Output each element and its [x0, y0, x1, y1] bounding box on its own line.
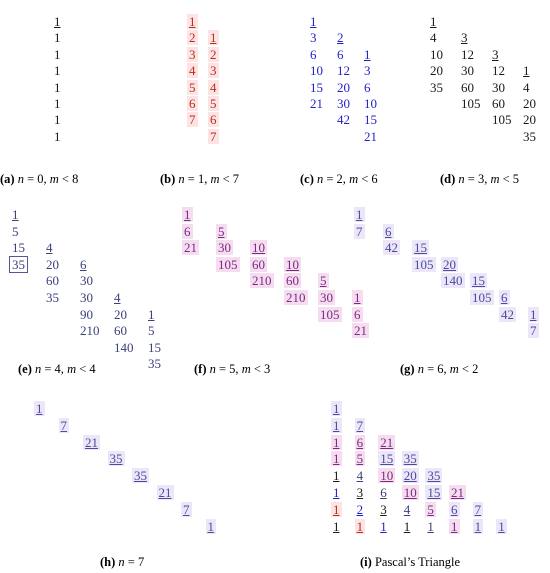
caption-rel: < 6	[358, 172, 378, 186]
panel-a-cell: 1	[54, 30, 61, 46]
caption-m: m	[349, 172, 359, 186]
panel-d-cell: 35	[430, 79, 443, 95]
panel-b-cell: 3	[210, 63, 217, 79]
panel-i-cell: 1	[333, 417, 340, 433]
panel-a-cell: 1	[54, 63, 61, 79]
panel-f-cell: 10	[252, 240, 265, 256]
panel-c-caption	[300, 172, 378, 187]
panel-d-cell: 35	[523, 128, 536, 144]
panel-d-cell: 30	[461, 63, 474, 79]
panel-a-caption	[0, 172, 78, 187]
panel-i-cell: 1	[333, 451, 340, 467]
panel-e-cell: 210	[80, 323, 100, 339]
panel-f-cell: 6	[354, 306, 361, 322]
caption-n: n	[209, 362, 216, 376]
panel-g-cell: 15	[472, 273, 485, 289]
panel-i-cell: 5	[427, 501, 434, 517]
panel-c-cell: 10	[310, 63, 323, 79]
panel-c-cell: 6	[310, 46, 317, 62]
panel-i-cell: 1	[451, 518, 458, 534]
panel-f-cell: 60	[252, 256, 265, 272]
caption-letter: (d)	[440, 172, 456, 186]
panel-i-cell: 4	[403, 501, 411, 517]
panel-c-cell: 21	[364, 128, 377, 144]
panel-d-cell: 12	[492, 63, 505, 79]
caption-eq: Pascal’s Triangle	[374, 555, 461, 569]
panel-i-cell: 1	[356, 518, 364, 534]
caption-letter: (b)	[160, 172, 176, 186]
panel-d-cell: 105	[461, 96, 481, 111]
caption-m: m	[449, 362, 459, 376]
caption-eq: = 0,	[23, 172, 50, 186]
panel-e-cell: 5	[12, 223, 19, 239]
panel-d-cell: 1	[523, 63, 530, 79]
panel-g-cell: 6	[501, 290, 508, 305]
panel-g-caption	[400, 362, 478, 377]
panel-g-cell: 42	[501, 306, 514, 322]
panel-d-cell: 60	[492, 96, 505, 111]
panel-a-cell: 1	[54, 112, 61, 128]
caption-eq: = 3,	[464, 172, 491, 186]
caption-eq: = 5,	[215, 362, 242, 376]
panel-e-cell: 30	[80, 290, 93, 305]
panel-e-cell: 140	[114, 339, 134, 355]
panel-e-cell: 1	[12, 207, 19, 222]
panel-c-cell: 6	[337, 46, 344, 62]
panel-f-cell: 30	[218, 240, 231, 256]
panel-f-cell: 21	[184, 240, 197, 256]
panel-e-cell: 5	[148, 323, 155, 339]
panel-b-cell: 1	[210, 30, 217, 46]
panel-c-cell: 10	[364, 96, 377, 111]
panel-g-cell: 105	[472, 290, 492, 305]
panel-f-cell: 30	[320, 290, 333, 305]
panel-e-cell: 20	[46, 256, 59, 272]
panel-g-cell: 105	[414, 256, 434, 272]
caption-rel: < 8	[58, 172, 79, 186]
panel-e-cell: 35	[9, 256, 28, 273]
caption-rel: < 2	[458, 362, 479, 376]
panel-g-cell: 42	[385, 240, 398, 256]
panel-b-cell: 7	[210, 128, 217, 144]
panel-g-cell: 7	[530, 323, 537, 339]
panel-d-cell: 4	[523, 79, 530, 95]
panel-f-cell: 1	[354, 290, 361, 305]
panel-i-cell: 35	[403, 451, 417, 467]
caption-n: n	[317, 172, 324, 186]
panel-f-cell: 5	[320, 273, 327, 289]
panel-i-cell: 3	[380, 501, 387, 517]
panel-c-cell: 3	[364, 63, 371, 79]
panel-g-cell: 1	[530, 306, 537, 322]
panel-d-cell: 3	[492, 46, 499, 62]
panel-i-cell: 10	[380, 468, 394, 484]
panel-d-cell: 4	[430, 30, 437, 46]
panel-i-cell: 15	[380, 451, 394, 467]
panel-i-cell: 1	[427, 518, 434, 534]
caption-letter: (i)	[360, 555, 372, 569]
panel-i-cell: 4	[356, 468, 364, 484]
panel-e-cell: 4	[114, 290, 121, 305]
panel-d-cell: 20	[430, 63, 443, 79]
panel-f-cell: 210	[252, 273, 272, 289]
panel-c-cell: 1	[310, 14, 317, 29]
panel-f-cell: 105	[320, 306, 340, 322]
panel-c-cell: 15	[310, 79, 323, 95]
panel-i-cell: 7	[474, 501, 482, 517]
panel-f-cell: 105	[218, 256, 238, 272]
panel-b-cell: 4	[189, 63, 196, 79]
caption-eq: = 2,	[323, 172, 350, 186]
panel-h-cell: 1	[36, 401, 43, 416]
panel-a-cell: 1	[54, 14, 61, 29]
panel-i-cell: 1	[333, 468, 340, 484]
caption-rel: < 7	[219, 172, 240, 186]
panel-d-cell: 3	[461, 30, 468, 46]
panel-i-cell: 10	[403, 485, 417, 500]
panel-e-cell: 1	[148, 306, 155, 322]
panel-d-cell: 1	[430, 14, 437, 29]
panel-a-cell: 1	[54, 79, 61, 95]
panel-c-cell: 15	[364, 112, 377, 128]
caption-m: m	[210, 172, 220, 186]
panel-i-cell: 1	[333, 401, 340, 416]
panel-i-cell: 2	[356, 501, 364, 517]
panel-b-caption	[160, 172, 239, 187]
panel-i-cell: 1	[403, 518, 411, 534]
panel-i-cell: 3	[356, 485, 364, 500]
panel-i-cell: 7	[356, 417, 364, 433]
panel-i-cell: 35	[427, 468, 441, 484]
panel-e-caption	[18, 362, 96, 377]
caption-n: n	[17, 172, 24, 186]
caption-eq: = 1,	[184, 172, 211, 186]
panel-h-cell: 1	[207, 518, 214, 534]
panel-i-cell: 5	[356, 451, 364, 467]
panel-i-cell: 1	[333, 434, 340, 450]
caption-letter: (h)	[100, 555, 116, 569]
panel-h-caption	[100, 555, 144, 570]
panel-b-cell: 7	[189, 112, 196, 128]
caption-letter: (a)	[0, 172, 15, 186]
panel-g-cell: 7	[356, 223, 363, 239]
panel-e-cell: 30	[80, 273, 93, 289]
panel-c-cell: 1	[364, 46, 371, 62]
caption-eq: = 6,	[423, 362, 450, 376]
caption-m: m	[490, 172, 500, 186]
panel-e-cell: 15	[148, 339, 161, 355]
panel-c-cell: 21	[310, 96, 323, 111]
caption-letter: (c)	[300, 172, 314, 186]
panel-b-cell: 3	[189, 46, 196, 62]
panel-g-cell: 140	[443, 273, 463, 289]
panel-d-caption	[440, 172, 519, 187]
panel-d-cell: 20	[523, 96, 536, 111]
panel-a-cell: 1	[54, 128, 61, 144]
panel-h-cell: 7	[183, 501, 190, 517]
panel-i-cell: 21	[451, 485, 464, 500]
panel-e-cell: 35	[46, 290, 59, 305]
panel-g-cell: 1	[356, 207, 363, 222]
panel-i-caption	[360, 555, 460, 570]
caption-m: m	[241, 362, 251, 376]
panel-e-cell: 15	[12, 240, 25, 256]
caption-n: n	[458, 172, 465, 186]
panel-e-cell: 20	[114, 306, 127, 322]
panel-i-cell: 1	[333, 501, 340, 517]
panel-f-cell: 1	[184, 207, 191, 222]
caption-n: n	[417, 362, 424, 376]
panel-c-cell: 20	[337, 79, 350, 95]
panel-b-cell: 6	[189, 96, 196, 111]
panel-f-cell: 210	[286, 290, 306, 305]
panel-i-cell: 1	[333, 518, 340, 534]
panel-b-cell: 4	[210, 79, 217, 95]
caption-letter: (f)	[194, 362, 207, 376]
panel-g-cell: 20	[443, 256, 456, 272]
panel-i-cell: 21	[380, 434, 394, 450]
caption-rel: < 4	[76, 362, 96, 376]
panel-b-cell: 5	[210, 96, 217, 111]
panel-h-cell: 21	[158, 485, 172, 500]
panel-b-cell: 1	[189, 14, 196, 29]
caption-letter: (e)	[18, 362, 32, 376]
panel-e-cell: 35	[148, 356, 161, 372]
panel-c-cell: 42	[337, 112, 350, 128]
panel-i-cell: 1	[333, 485, 340, 500]
panel-e-cell: 90	[80, 306, 93, 322]
panel-c-cell: 3	[310, 30, 317, 46]
panel-a-cell: 1	[54, 46, 61, 62]
panel-f-cell: 10	[286, 256, 299, 272]
panel-f-cell: 5	[218, 223, 225, 239]
panel-e-cell: 6	[80, 256, 87, 272]
panel-d-cell: 12	[461, 46, 474, 62]
panel-i-cell: 1	[474, 518, 482, 534]
panel-i-cell: 6	[356, 434, 364, 450]
caption-rel: < 3	[250, 362, 271, 376]
panel-e-cell: 60	[46, 273, 59, 289]
caption-letter: (g)	[400, 362, 415, 376]
panel-h-cell: 35	[109, 451, 123, 467]
panel-b-cell: 6	[210, 112, 217, 128]
panel-h-cell: 7	[60, 417, 67, 433]
panel-i-cell: 6	[451, 501, 458, 517]
panel-i-cell: 6	[380, 485, 387, 500]
panel-a-cell: 1	[54, 96, 61, 111]
caption-m: m	[49, 172, 59, 186]
panel-d-cell: 20	[523, 112, 536, 128]
panel-f-cell: 6	[184, 223, 191, 239]
caption-m: m	[67, 362, 77, 376]
panel-g-cell: 6	[385, 223, 392, 239]
panel-i-cell: 1	[498, 518, 505, 534]
panel-d-cell: 10	[430, 46, 443, 62]
panel-c-cell: 12	[337, 63, 350, 79]
panel-g-cell: 15	[414, 240, 427, 256]
caption-eq: = 4,	[41, 362, 68, 376]
panel-b-cell: 2	[210, 46, 217, 62]
caption-eq: = 7	[124, 555, 145, 569]
caption-n: n	[178, 172, 185, 186]
panel-b-cell: 5	[189, 79, 196, 95]
panel-i-cell: 15	[427, 485, 441, 500]
panel-i-cell: 1	[380, 518, 387, 534]
panel-b-cell: 2	[189, 30, 196, 46]
caption-n: n	[35, 362, 42, 376]
panel-i-cell: 20	[403, 468, 417, 484]
panel-f-caption	[194, 362, 270, 377]
panel-e-cell: 4	[46, 240, 53, 256]
panel-d-cell: 60	[461, 79, 474, 95]
panel-d-cell: 105	[492, 112, 512, 128]
caption-n: n	[118, 555, 125, 569]
panel-f-cell: 21	[354, 323, 367, 339]
panel-h-cell: 35	[134, 468, 147, 484]
panel-e-cell: 60	[114, 323, 127, 339]
panel-h-cell: 21	[85, 434, 98, 450]
panel-d-cell: 30	[492, 79, 505, 95]
panel-c-cell: 30	[337, 96, 350, 111]
panel-c-cell: 6	[364, 79, 371, 95]
panel-f-cell: 60	[286, 273, 299, 289]
caption-rel: < 5	[499, 172, 520, 186]
panel-c-cell: 2	[337, 30, 344, 46]
